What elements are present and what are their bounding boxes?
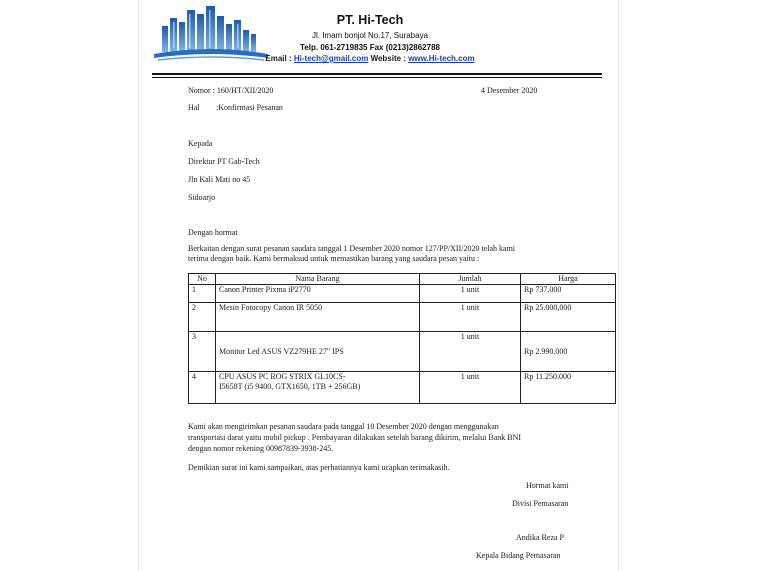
subject-label: Hal [188, 103, 200, 112]
table-row [189, 332, 616, 372]
company-address: Jl. Imam bonjol No.17, Surabaya [311, 31, 429, 40]
recipient-city: Sidoarjo [188, 193, 216, 202]
header-name: Nama Barang [216, 274, 420, 285]
email-label: Email : [265, 54, 294, 63]
cell-qty: 1 unit [420, 285, 521, 303]
header-qty: Jumlah [420, 274, 521, 285]
cell-no: 1 [189, 285, 216, 303]
recipient-name: Direktur PT Gab-Tech [188, 157, 260, 166]
letter-number: Nomor : 160/HT/XII/2020 [188, 86, 274, 95]
cell-name: Canon Printer Pixma iP2770 [216, 285, 420, 303]
cell-name [216, 332, 420, 372]
website-link[interactable]: www.Hi-tech.com [408, 54, 475, 63]
recipient-greeting: Kepada [188, 139, 213, 148]
cell-no: 2 [189, 303, 216, 332]
order-table [188, 273, 616, 404]
cell-price [521, 332, 616, 372]
body-line-1: Kami akan mengirimkan pesanan saudara pada tanggal 10 Desember 2020 dengan menggunakan [188, 422, 499, 431]
cell-price: Rp 737.000 [521, 285, 616, 303]
subject-value: :Konfirmasi Pesanan [216, 103, 283, 112]
signer-name: Andika Reza P [516, 533, 564, 542]
email-link[interactable]: Hi-tech@gmail.com [293, 54, 369, 63]
regards: Hormat kami [526, 481, 569, 490]
table-row [189, 372, 616, 404]
header-rule-thin [152, 77, 602, 78]
header-no: No [189, 274, 216, 285]
signer-title: Kepala Bidang Pemasaran [476, 551, 561, 560]
cell-name [216, 372, 420, 404]
cell-qty: 1 unit [420, 332, 521, 372]
header-rule-thick [152, 73, 602, 75]
salutation: Dengan hormat [188, 228, 238, 237]
recipient-street: Jln Kali Mati no 45 [188, 175, 251, 184]
closing-line: Demikian surat ini kami sampaikan, atas perhatiannya kami ucapkan terimakasih. [188, 463, 450, 472]
intro-line-2: terima dengan baik. Kami bermaksud untuk memastikan barang yang saudara pesan yaitu : [188, 254, 480, 263]
letter-date: 4 Desember 2020 [481, 86, 538, 95]
cell-price-text: Rp 2.990.000 [524, 346, 568, 356]
cell-no: 4 [189, 372, 216, 404]
cell-name-line-2: I5658T (i5 9400, GTX1650, 1TB + 256GB) [219, 382, 361, 391]
cell-name-line-1: CPU ASUS PC ROG STRIX GL10CS- [219, 372, 346, 381]
cell-price: Rp 11.250.000 [521, 372, 616, 404]
cell-name-text: Monitor Led ASUS VZ279HE 27" IPS [219, 346, 344, 356]
cell-price: Rp 25.000,000 [521, 303, 616, 332]
body-line-2: transportasi darat yaitu mobil pickup . Pembayaran dilakukan setelah barang dikirim, melalui Bank BNI [188, 433, 522, 442]
table-header-row [189, 274, 616, 285]
table-row [189, 285, 616, 303]
company-contact [200, 54, 540, 63]
cell-name: Mesin Fotocopy Canon IR 5050 [216, 303, 420, 332]
table-row [189, 303, 616, 332]
division: Divisi Pemasaran [512, 499, 569, 508]
cell-no: 3 [189, 332, 216, 372]
body-line-3: dengan nomor rekening 00987839-3938-245. [188, 444, 334, 453]
header-price: Harga [521, 274, 616, 285]
company-name: PT. Hi-Tech [336, 13, 404, 27]
company-phone-fax: Telp. 061-2719835 Fax (0213)2862788 [300, 43, 440, 52]
intro-line-1: Berkaitan dengan surat pesanan saudara tanggal 1 Desember 2020 nomor 127/PP/XII/2020 telah kami [188, 244, 516, 253]
cell-qty: 1 unit [420, 303, 521, 332]
website-label: Website : [368, 54, 409, 63]
cell-qty: 1 unit [420, 372, 521, 404]
